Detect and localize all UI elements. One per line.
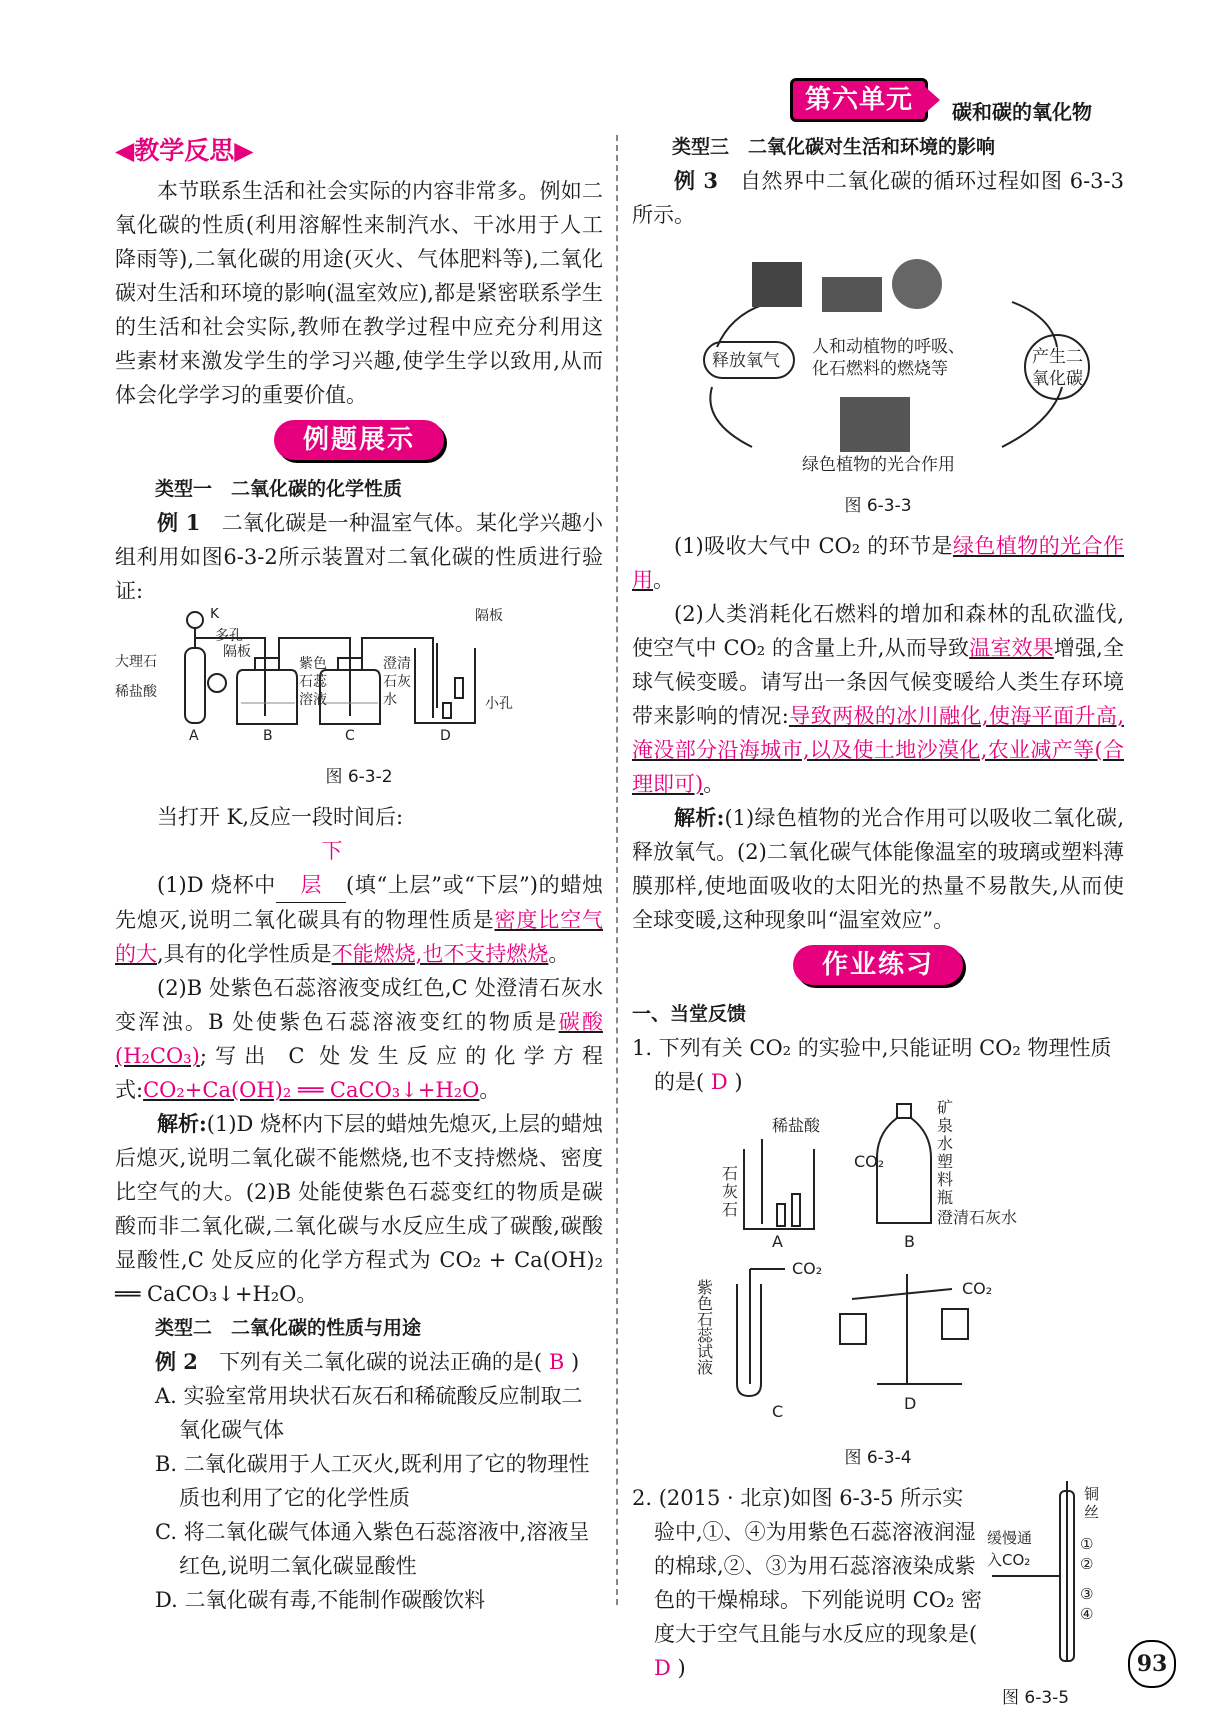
fig4-label-c: C — [772, 1402, 784, 1421]
ex1-q1-b: (填“上层”或“下层”)的蜡烛先熄灭,说明二氧化碳具有的物理性质是 — [115, 873, 603, 932]
example2-label: 例 2 — [155, 1349, 198, 1374]
fig4-co2-b: CO₂ — [854, 1152, 885, 1171]
fig4-caption: 图 6-3-4 — [844, 1448, 912, 1468]
fig5-n4: ④ — [1080, 1605, 1094, 1623]
homework-q1-a: 1. 下列有关 CO₂ 的实验中,只能证明 CO₂ 物理性质的是( — [632, 1036, 1112, 1094]
fig4-bottle2: 泉 — [937, 1116, 954, 1135]
fig3-release: 释放氧气 — [712, 351, 780, 371]
homework-q1 — [632, 1031, 1124, 1099]
homework-badge: 作业练习 — [793, 945, 963, 985]
fig5-wire1: 铜 — [1084, 1485, 1100, 1503]
fig2-label-partition: 隔板 — [475, 608, 503, 624]
analysis1 — [115, 1107, 603, 1311]
ex1-q2-b: ;写出 C 处发生反应的化学方程式: — [115, 1044, 603, 1102]
ex3-q1-b: 。 — [653, 568, 674, 592]
ex1-q2 — [115, 971, 603, 1107]
analysis1-label: 解析: — [157, 1111, 207, 1136]
reflection-text: 本节联系生活和社会实际的内容非常多。例如二氧化碳的性质(利用溶解性来制汽水、干冰用于人工降雨等),二氧化碳的用途(灭火、气体肥料等),二氧化碳对生活和环境的影响(温室效应),都是紧密联系学生的生活和社会实际,教师在教学过程中应充分利用这些素材来激发学生的学习兴趣,使学生学以致用,从而体会化学学习的重要价值。 — [115, 179, 603, 407]
ex1-q1-answer3: 不能燃烧,也不支持燃烧 — [331, 942, 549, 966]
example2-answer: B — [548, 1350, 565, 1374]
fig2-label-acid: 稀盐酸 — [115, 684, 157, 700]
ex3-q1 — [632, 529, 1124, 597]
fig2-label-b: B — [263, 728, 273, 744]
figure-6-3-2 — [115, 608, 603, 748]
fig5-slow1: 缓慢通 — [987, 1529, 1033, 1547]
fig2-label-lime1: 澄清 — [383, 656, 411, 672]
example1-label: 例 1 — [157, 510, 201, 535]
fig5-n3: ③ — [1080, 1585, 1094, 1603]
right-column — [632, 130, 1125, 1708]
option-c: C. 将二氧化碳气体通入紫色石蕊溶液中,溶液呈红色,说明二氧化碳显酸性 — [155, 1520, 590, 1578]
example1-body: 二氧化碳是一种温室气体。某化学兴趣小组利用如图6-3-2所示装置对二氧化碳的性质进行验证: — [115, 511, 603, 603]
fig4-lime2: 灰 — [722, 1182, 739, 1201]
fig3-center1: 人和动植物的呼吸、 — [812, 337, 965, 357]
left-column — [115, 130, 603, 1617]
ex1-q1-d: 。 — [548, 942, 570, 966]
ex1-q2-a: (2)B 处紫色石蕊溶液变成红色,C 处澄清石灰水变浑浊。B 处使紫色石蕊溶液变红的物质是 — [115, 976, 603, 1034]
type3-heading: 类型三 二氧化碳对生活和环境的影响 — [672, 136, 996, 158]
after-open-text: 当打开 K,反应一段时间后: — [157, 805, 404, 829]
fig4-lime3: 石 — [722, 1200, 739, 1219]
ex1-q1-answer1: 下层 — [276, 834, 346, 903]
fig2-label-litmus3: 溶液 — [299, 692, 327, 708]
analysis3 — [632, 801, 1124, 937]
reflection-title: ◀教学反思▶ — [115, 136, 254, 165]
fig2-label-porous: 多孔 — [215, 628, 243, 644]
fig2-label-marble: 大理石 — [115, 654, 157, 670]
fig2-label-c: C — [345, 728, 355, 744]
unit-badge-arrow — [922, 84, 940, 116]
homework-q1-b: ) — [734, 1070, 743, 1094]
ex3-q1-a: (1)吸收大气中 CO₂ 的环节是 — [674, 534, 953, 558]
fig3-produce2: 氧化碳 — [1032, 369, 1083, 389]
fig4-bottle4: 塑 — [937, 1152, 954, 1171]
fig4-label-b: B — [904, 1232, 915, 1251]
unit-title: 碳和碳的氧化物 — [952, 100, 1092, 124]
fig3-produce1: 产生二 — [1032, 347, 1083, 367]
fig2-label-lime2: 石灰 — [383, 674, 411, 690]
fig5-n2: ② — [1080, 1555, 1094, 1573]
fig2-label-litmus1: 紫色 — [299, 656, 327, 672]
ex1-q2-answer1: 碳酸(H₂CO₃) — [115, 1010, 603, 1068]
homework-q2-b: ) — [677, 1656, 686, 1680]
homework-q2 — [632, 1481, 984, 1685]
fig4-co2-d: CO₂ — [962, 1279, 993, 1298]
fig2-label-porous2: 隔板 — [223, 644, 251, 660]
ex3-q1-answer: 绿色植物的光合作用 — [632, 534, 1125, 592]
analysis3-text: (1)绿色植物的光合作用可以吸收二氧化碳,释放氧气。(2)二氧化碳气体能像温室的玻璃或塑料薄膜那样,使地面吸收的太阳光的热量不易散失,从而使全球变暖,这种现象叫“温室效应”。 — [632, 806, 1124, 932]
ex3-q2-c: 。 — [703, 772, 725, 796]
option-b: B. 二氧化碳用于人工灭火,既利用了它的物理性质也利用了它的化学性质 — [155, 1452, 590, 1510]
fig5-n1: ① — [1080, 1535, 1094, 1553]
ex1-q1-c: ,具有的化学性质是 — [157, 942, 332, 966]
figure-6-3-4 — [632, 1099, 1124, 1429]
unit-badge: 第六单元 — [790, 78, 928, 122]
figure-6-3-3 — [632, 232, 1124, 477]
fig3-center2: 化石燃料的燃烧等 — [812, 359, 948, 379]
fig2-label-lime3: 水 — [383, 692, 397, 708]
ex3-q2-answer2: 导致两极的冰川融化,使海平面升高,淹没部分沿海城市,以及使土地沙漠化,农业减产等(合理即可) — [632, 704, 1124, 796]
fig2-label-hole: 小孔 — [485, 696, 513, 712]
homework-q1-answer: D — [710, 1070, 728, 1094]
option-a: A. 实验室常用块状石灰石和稀硫酸反应制取二氧化碳气体 — [155, 1384, 583, 1442]
fig3-bottom: 绿色植物的光合作用 — [802, 455, 955, 475]
ex3-q2-b: 增强,全球气候变暖。请写出一条因气候变暖给人类生存环境带来影响的情况: — [632, 636, 1124, 728]
fig3-caption: 图 6-3-3 — [844, 496, 912, 516]
fig4-co2-c: CO₂ — [792, 1259, 823, 1278]
type1-heading: 类型一 二氧化碳的化学性质 — [155, 478, 403, 500]
example2 — [155, 1345, 603, 1379]
analysis1-text: (1)D 烧杯内下层的蜡烛先熄灭,上层的蜡烛后熄灭,说明二氧化碳不能燃烧,也不支持燃烧、密度比空气的大。(2)B 处能使紫色石蕊变红的物质是碳酸而非二氧化碳,二氧化碳与水反应生成了碳酸,碳酸显酸性,C 处反应的化学方程式为 CO₂ + Ca(OH)₂ ══ CaCO₃↓+H₂O。 — [115, 1112, 603, 1306]
fig5-slow2: 入CO₂ — [987, 1551, 1031, 1569]
example3 — [632, 164, 1124, 232]
fig4-clear: 澄清石灰水 — [937, 1208, 1018, 1227]
fig4-bottle6: 瓶 — [937, 1188, 954, 1207]
fig4-litmus: 紫色石蕊试液 — [694, 1279, 714, 1375]
example3-text: 自然界中二氧化碳的循环过程如图 6-3-3 所示。 — [632, 169, 1124, 227]
fig4-label-a: A — [772, 1232, 783, 1251]
homework-q2-a: 2. (2015 · 北京)如图 6-3-5 所示实验中,①、④为用紫色石蕊溶液润湿的棉球,②、③为用石蕊溶液染成紫色的干燥棉球。下列能说明 CO₂ 密度大于空气且能与水反应的现象是( — [632, 1486, 983, 1646]
ex3-q2-a: (2)人类消耗化石燃料的增加和森林的乱砍滥伐,使空气中 CO₂ 的含量上升,从而导致 — [632, 602, 1124, 660]
fig5-wire2: 丝 — [1084, 1503, 1100, 1521]
fig5-caption: 图 6-3-5 — [1002, 1688, 1070, 1708]
homework-q2-answer: D — [654, 1656, 671, 1680]
ex1-q1-a: (1)D 烧杯中 — [157, 873, 276, 897]
page-number: 93 — [1128, 1640, 1176, 1688]
example1-text — [115, 506, 603, 608]
fig2-caption: 图 6-3-2 — [325, 767, 393, 787]
ex1-q1-answer2: 密度比空气的大 — [115, 908, 603, 966]
ex3-q2-answer1: 温室效果 — [969, 636, 1054, 660]
ex3-q2 — [632, 597, 1124, 801]
fig4-label-d: D — [904, 1394, 917, 1413]
homework-q2-block — [632, 1481, 1124, 1708]
analysis3-label: 解析: — [674, 805, 725, 830]
option-d: D. 二氧化碳有毒,不能制作碳酸饮料 — [155, 1588, 486, 1612]
figure-6-3-5 — [972, 1481, 1122, 1671]
fig2-label-litmus2: 石蕊 — [299, 674, 327, 690]
fig2-label-k: K — [210, 608, 220, 622]
example2-text: 下列有关二氧化碳的说法正确的是( — [218, 1350, 543, 1374]
example3-label: 例 3 — [674, 168, 718, 193]
column-divider — [616, 135, 618, 1605]
example2-end: ) — [570, 1350, 580, 1374]
fig4-lime1: 石 — [722, 1164, 739, 1183]
ex1-q2-c: 。 — [479, 1078, 501, 1102]
fig4-acid: 稀盐酸 — [772, 1116, 821, 1135]
examples-badge: 例题展示 — [274, 420, 444, 460]
ex1-q2-answer2: CO₂+Ca(OH)₂ ══ CaCO₃↓+H₂O — [143, 1078, 480, 1102]
fig4-bottle3: 水 — [937, 1134, 954, 1153]
type2-heading: 类型二 二氧化碳的性质与用途 — [155, 1317, 422, 1339]
ex1-q1 — [115, 834, 603, 971]
fig2-label-a: A — [189, 728, 199, 744]
fig2-label-d: D — [440, 728, 451, 744]
fig4-bottle1: 矿 — [937, 1099, 954, 1117]
fig4-bottle5: 料 — [937, 1170, 954, 1189]
section1-heading: 一、当堂反馈 — [632, 1003, 747, 1025]
